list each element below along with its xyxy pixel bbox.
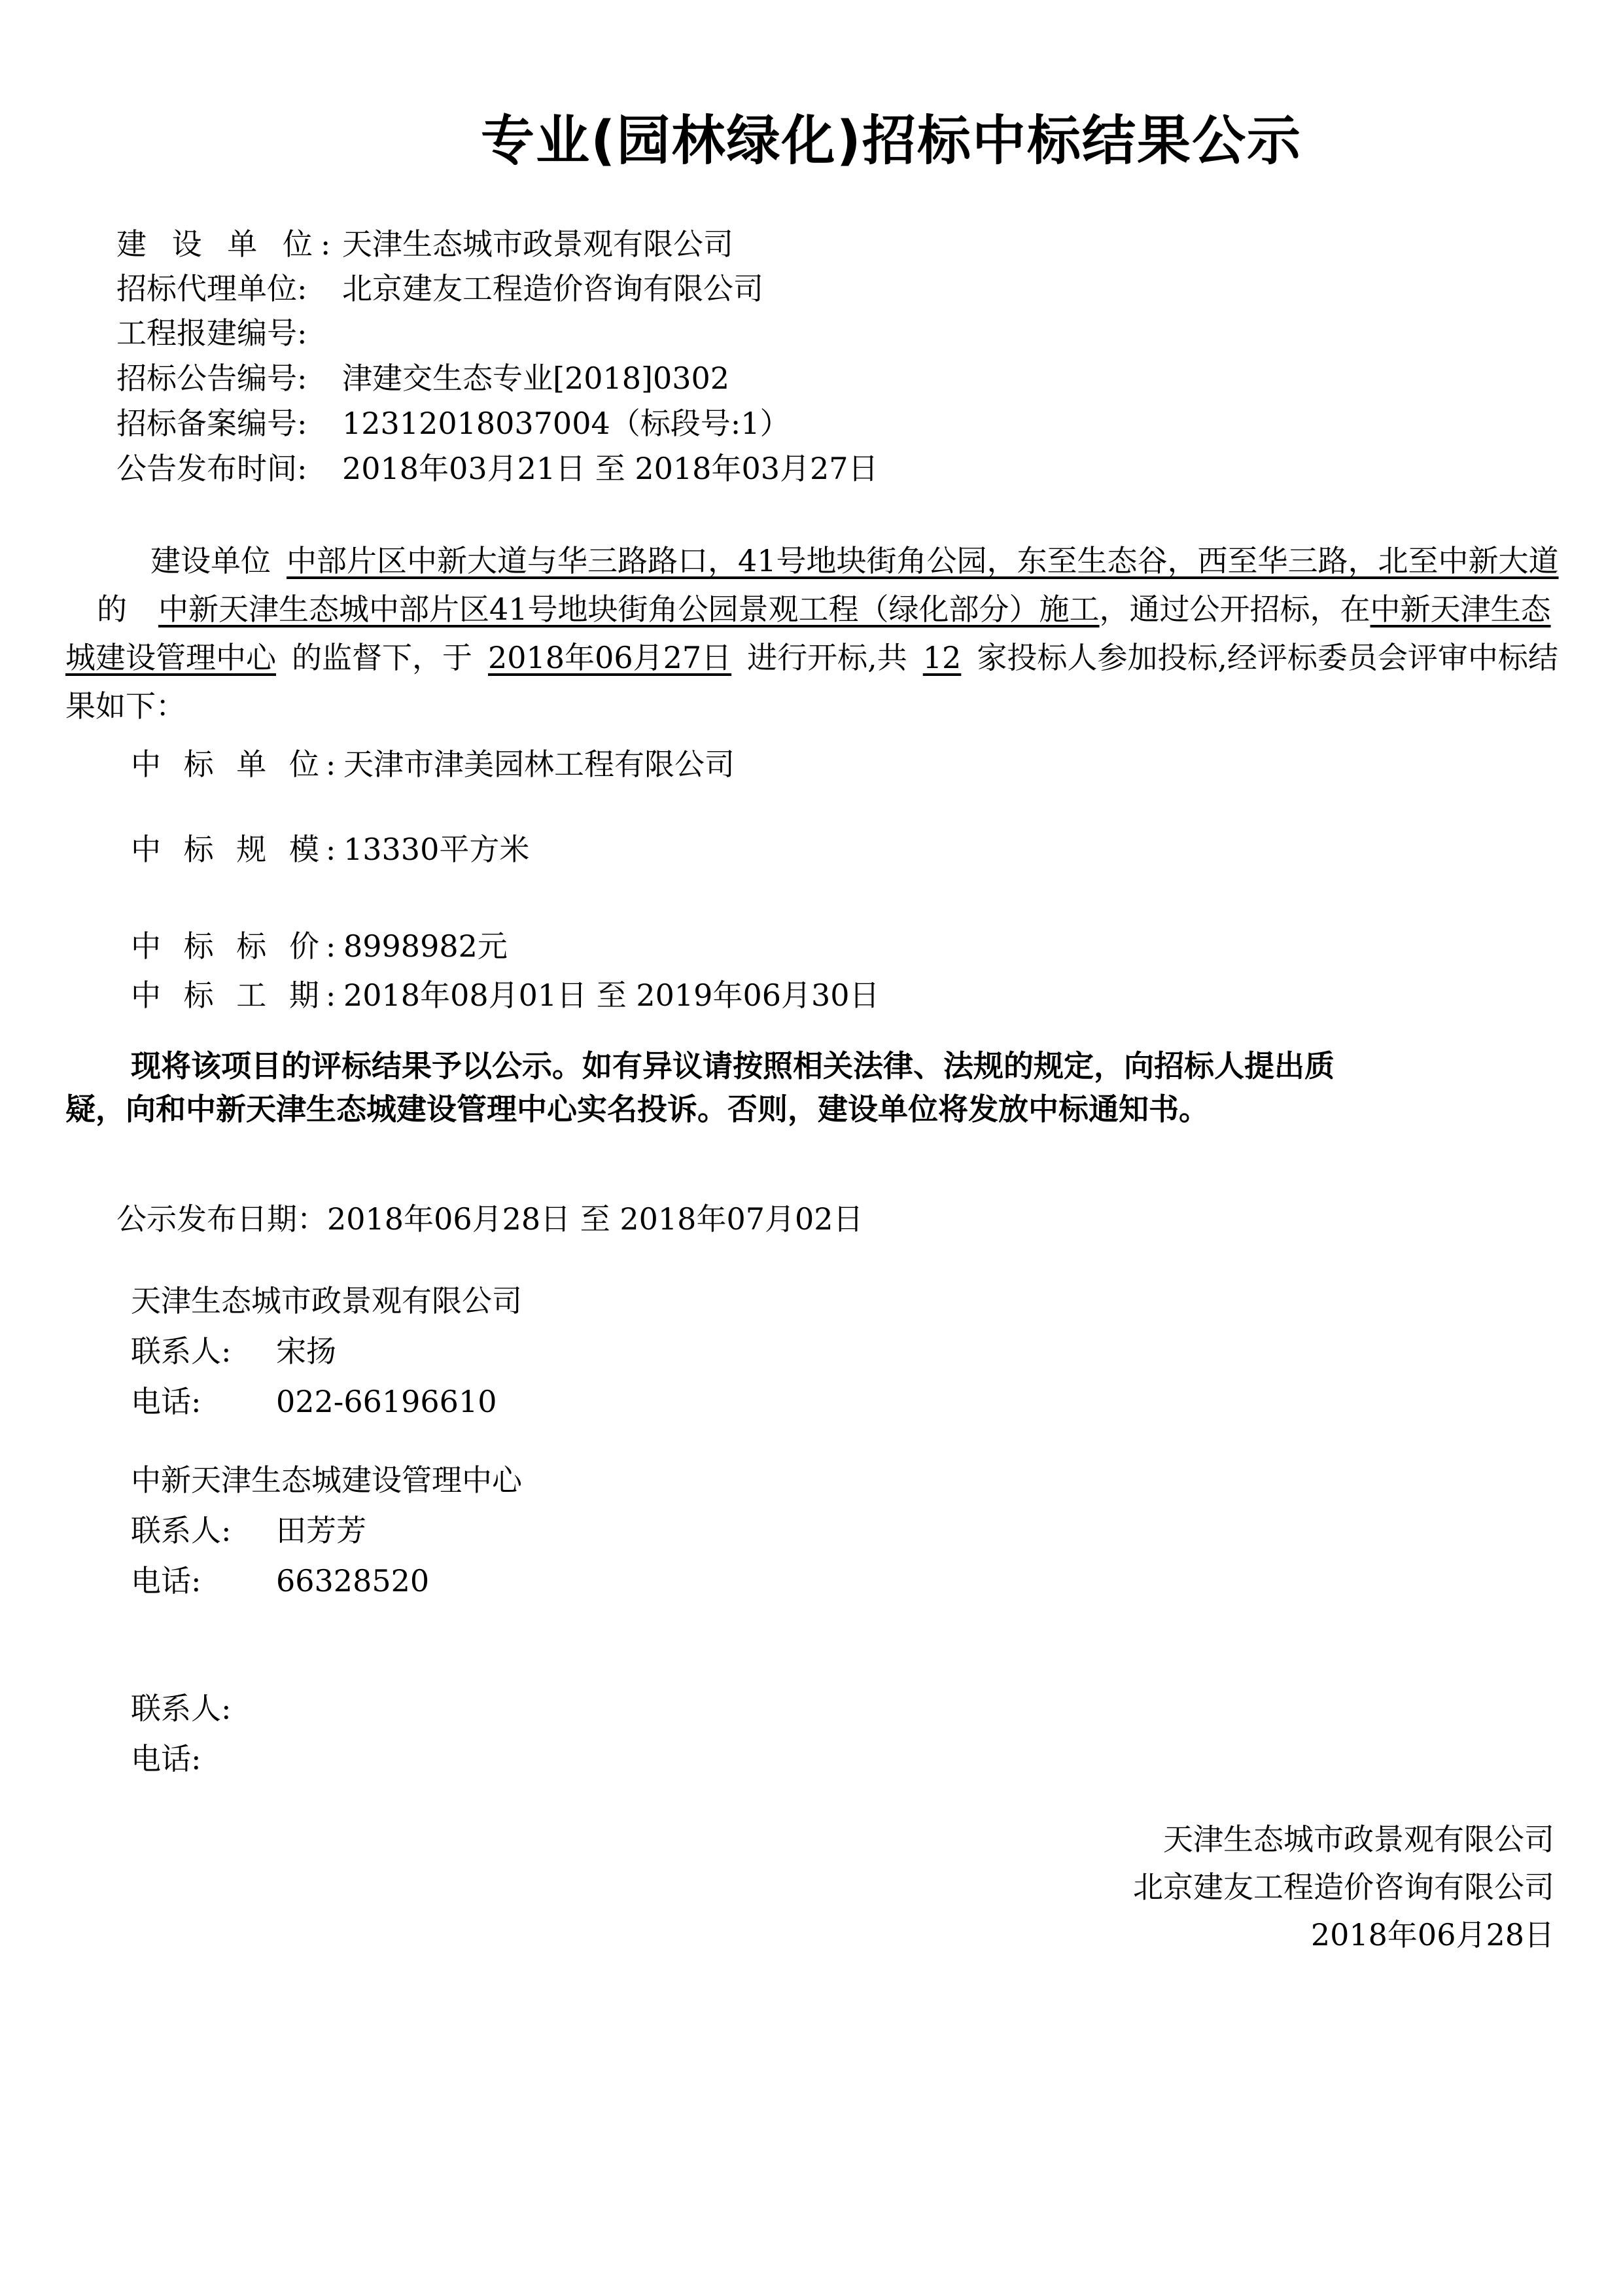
meta-record-no-row [116, 402, 790, 445]
meta-agency-value: 北京建友工程造价咨询有限公司 [342, 271, 763, 306]
para-tender-text: ，通过公开招标，在 [1099, 592, 1370, 627]
bidder-count: 12 [922, 640, 962, 675]
meta-owner-row [116, 222, 733, 266]
bid-paragraph [65, 537, 1560, 730]
signature-org-1: 天津生态城市政景观有限公司 [1163, 1822, 1554, 1857]
publicity-label: 公示发布日期： [116, 1201, 327, 1237]
signature-date: 2018年06月28日 [1310, 1917, 1554, 1952]
contact-person-row-2 [131, 1507, 366, 1550]
contact-person-row-3 [131, 1685, 276, 1728]
project-name: 中新天津生态城中部片区41号地块街角公园景观工程（绿化部分）施工 [158, 592, 1100, 627]
meta-publish-time-row [116, 447, 879, 490]
result-period-row [131, 972, 880, 1015]
contact-phone-row-1 [131, 1378, 497, 1421]
result-price-row [131, 923, 508, 966]
contact-person-2: 田芳芳 [276, 1513, 366, 1548]
publicity-value: 2018年06月28日 至 2018年07月02日 [327, 1201, 864, 1237]
meta-notice-no-label: 招标公告编号: [116, 361, 307, 396]
meta-owner-value: 天津生态城市政景观有限公司 [342, 226, 733, 262]
para-supervise-text: 的监督下，于 [292, 640, 472, 675]
publicity-row [116, 1197, 864, 1241]
contact-phone-label-1: 电话: [131, 1384, 201, 1419]
contact-person-label-1: 联系人: [131, 1333, 232, 1369]
contact-org-2: 中新天津生态城建设管理中心 [131, 1462, 522, 1498]
meta-project-no-row [116, 311, 342, 355]
meta-agency-label: 招标代理单位: [116, 271, 307, 306]
page-title: 专业(园林绿化)招标中标结果公示 [481, 110, 1302, 172]
meta-owner-label: 建 设 单 位: [116, 226, 339, 262]
para-owner-text: 建设单位 [150, 543, 271, 578]
result-winner-row [131, 741, 735, 784]
meta-agency-row [116, 267, 763, 310]
result-winner-label: 中 标 单 位: [131, 747, 343, 782]
meta-publish-time-label: 公告发布时间: [116, 451, 307, 486]
para-result-text: 家投标人参加投标,经评标委员会评审中标结果如下： [65, 640, 1558, 724]
meta-record-no-value: 12312018037004（标段号:1） [342, 406, 790, 441]
notice-line-1: 现将该项目的评标结果予以公示。如有异议请按照相关法律、法规的规定，向招标人提出质 [131, 1048, 1335, 1084]
result-price-value: 8998982元 [343, 928, 508, 964]
meta-project-no-label: 工程报建编号: [116, 315, 307, 351]
para-of-text: 的 [97, 592, 127, 627]
contact-person-1: 宋扬 [276, 1333, 336, 1369]
open-date: 2018年06月27日 [488, 640, 732, 675]
supervisor: 中新天津生态城建设管理中心 [65, 592, 1551, 675]
result-winner-value: 天津市津美园林工程有限公司 [343, 747, 735, 782]
contact-phone-2: 66328520 [276, 1563, 430, 1598]
meta-notice-no-row [116, 357, 729, 400]
meta-notice-no-value: 津建交生态专业[2018]0302 [342, 361, 730, 396]
signature-org-2: 北京建友工程造价咨询有限公司 [1133, 1869, 1554, 1905]
contact-person-label-3: 联系人: [131, 1691, 232, 1726]
result-scale-value: 13330平方米 [343, 832, 530, 867]
meta-publish-time-value: 2018年03月21日 至 2018年03月27日 [342, 451, 879, 486]
notice-line-2: 疑，向和中新天津生态城建设管理中心实名投诉。否则，建设单位将发放中标通知书。 [65, 1091, 1209, 1127]
contact-phone-label-2: 电话: [131, 1563, 201, 1598]
meta-record-no-label: 招标备案编号: [116, 406, 307, 441]
contact-org-1: 天津生态城市政景观有限公司 [131, 1283, 522, 1318]
contact-phone-row-3 [131, 1735, 276, 1778]
result-price-label: 中 标 标 价: [131, 928, 343, 964]
para-open-text: 进行开标,共 [747, 640, 907, 675]
result-period-label: 中 标 工 期: [131, 978, 343, 1013]
result-period-value: 2018年08月01日 至 2019年06月30日 [343, 978, 880, 1013]
contact-phone-row-2 [131, 1557, 429, 1600]
project-location: 中部片区中新大道与华三路路口，41号地块街角公园，东至生态谷，西至华三路，北至中新大道 [287, 543, 1559, 578]
contact-person-label-2: 联系人: [131, 1513, 232, 1548]
contact-person-row-1 [131, 1328, 336, 1371]
contact-phone-1: 022-66196610 [276, 1384, 497, 1419]
objection-notice [65, 1044, 1492, 1131]
contact-phone-label-3: 电话: [131, 1741, 201, 1776]
result-scale-label: 中 标 规 模: [131, 832, 343, 867]
result-scale-row [131, 826, 529, 869]
